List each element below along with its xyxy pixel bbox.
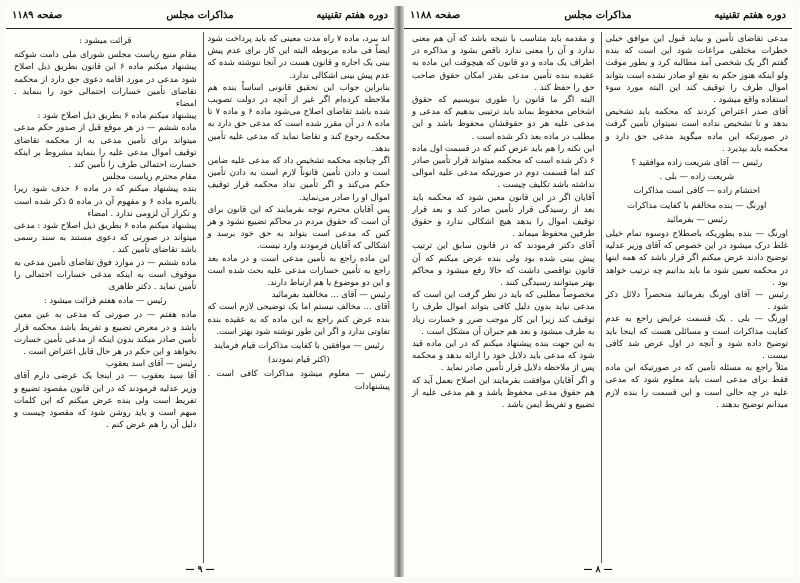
rp-col_right-paragraph: رئیس — آقای شریعت زاده موافقید ؟ <box>631 157 763 168</box>
left-header-title: مذاکرات مجلس <box>166 10 234 21</box>
rp-col_right-paragraph: رئیس — بفرمائید <box>666 213 728 224</box>
scanned-book-spread <box>6 6 794 577</box>
rp-col_left-paragraph: آقای دکتر فرمودند که در قانون سابق این ترتیب پیش بینی شده بود ولی بنده عرض میکنم که آن قانون نواقصی داشت که حالا رفع میشود و محاکم بهتر میتوانند رسیدگی کنند . <box>412 240 595 288</box>
lp-col_left-paragraph: ماده ششم — در موارد فوق تقاضای تأمین مدعی به موقوف است به اینکه مدعی خسارات احتمالی را تأمین نماید . دکتر طاهری <box>14 256 197 292</box>
lp-col_left-paragraph: آقا سید یعقوب — در اینجا یک عرضی دارم آقای وزیر عدلیه فرمودند که در این قانون مقصود تضییع و تفریط است ولی بنده عرض میکنم که این کلمات مبهم است و باید روشن شود که مقصود چیست و دلیل آن را هم عرض کنم . <box>14 370 197 430</box>
lp-col_right-paragraph: رئیس — موافقین با کفایت مذاکرات قیام فرمایند <box>213 340 384 351</box>
lp-col_left-paragraph: پیشنهاد میکنم ماده ۶ بطریق ذیل اصلاح شود : مدعی میتواند در صورتی که دعوی مستند به سند رسمی باشد تقاضای تأمین کند . <box>13 220 197 255</box>
left-page-column-left <box>10 32 197 563</box>
rp-col_right-paragraph: احتشام زاده — کافی است مذاکرات <box>633 185 761 196</box>
rp-col_left-paragraph: و اگر آقایان موافقت بفرمایند این اصلاح بعمل آید که هم حقوق مدعی محفوظ باشد و هم مدعی علیه از تضییع و تفریط ایمن باشد . <box>412 374 595 410</box>
lp-col_right-paragraph: اگر چنانچه محکمه تشخیص داد که مدعی علیه ضامن است و دادن تأمین قانوناً لازم است به دادن تأمین حکم می‌کند و اگر تأمین نداد محکمه قرار توقیف اموال او را صادر می‌نماید. <box>207 155 390 202</box>
lp-col_right-paragraph: اند ببرد، ماده ۷ راه مدت معینی که باید پرداخت شود ایضاً فی ماده مربوطه البته این کار برای عدم پیش بینی یک اجاره و قانون هست در آنجا ننوشته شده که عدم پیش بینی اشکالی ندارد. <box>207 33 390 80</box>
rp-col_left-paragraph: به این جهت بنده پیشنهاد میکنم که در این ماده قید شود که مدعی باید دلایل خود را ارائه بدهد و محکمه پس از ملاحظه دلایل قرار تأمین صادر نماید . <box>412 338 595 373</box>
right-page <box>404 6 792 577</box>
lp-col_right-paragraph: بنابراین جواب این تحقیق قانونی اساساً بنده هم ملاحظه کرده‌ام اگر غیر از آنچه در دولت تصویب شده باشد تقاضای اصلاح می‌شود ماده ۶ و ماده ۷ تا ماده ۸ در آن مقرر شده است که مدعی حق دارد به محکمه رجوع کند و تقاضا نماید که مدعی علیه تأمین بدهد. <box>207 81 390 153</box>
right-page-number-value: ۸ <box>595 565 601 575</box>
lp-col_right-paragraph: این ماده راجع به تأمین مدعی است و در ماده بعد راجع به تأمین خسارات مدعی علیه بحث شده است و این دو موضوع با هم ارتباط دارند. <box>207 252 390 288</box>
right-page-number: — ۸ — <box>583 565 613 575</box>
left-page-number-value: ۹ <box>197 565 203 575</box>
rp-col_left-paragraph: البته اگر ما قانون را طوری بنویسیم که حقوق اشخاص محفوظ بماند باید ترتیبی بدهیم که مدعی و مدعی علیه هر دو حقوقشان محفوظ باشد و این مطلب در ماده بعد ذکر شده است . <box>412 94 595 141</box>
rp-col_right-paragraph: اورنگ — بنده مخالفم با کفایت مذاکرات <box>627 199 767 210</box>
book-gutter <box>394 6 404 577</box>
rp-col_right-paragraph: اورنگ — بلی . یک قسمت عرایض راجع به عدم کفایت مذاکرات است و مسائلی هست که اینجا باید توضیح داده شود و آنچه در اول عرض شد کافی نیست . <box>605 313 788 361</box>
lp-col_right-paragraph: (اکثر قیام نمودند) <box>267 354 330 365</box>
left-page-header <box>6 6 394 29</box>
rp-col_right-paragraph: مدعی تقاضای تأمین و بیاید قبول این موافق خیلی خطرات مختلفی مراعات شود این است که بنده گفتم اگر یک شخصی آمد مطالبه کرد و بطور موقت ولو اینکه هنوز حکم به نفع او صادر نشده است بتواند اموال طرف را توقیف کند این البته مورد سوء استفاده واقع میشود . <box>605 33 788 105</box>
lp-col_left-paragraph: مقام منیع ریاست مجلس شورای ملی دامت شوکته پیشنهاد میکنم ماده ۶ این قانون بطریق ذیل اصلاح شود مدعی در مورد اقامه دعوی حق دارد از محکمه تقاضای تأمین خسارات احتمالی خود را بنماید . امضاء <box>14 49 197 109</box>
left-header-page-label: صفحه ۱۱۸۹ <box>12 10 63 21</box>
lp-col_right-paragraph: رئیس — آقای ... مخالفید بفرمائید <box>271 289 390 300</box>
lp-col_left-paragraph: ماده هفتم — در صورتی که مدعی به عین معین باشد و در معرض تضییع و تفریط باشد محکمه قرار تأمین صادر میکند بدون اینکه از مدعی تأمین خسارت بخواهد و این حکم در هر حال قابل اعتراض است . <box>14 309 197 357</box>
left-page-number: — ۹ — <box>185 565 215 575</box>
rp-col_right-paragraph: اورنگ — بنده بطوریکه باصطلاح دوسوه تمام خیلی غلط درک میشود در این خصوص که آقای وزیر عدلیه توضیح دادند عرض میکنم اگر قرار باشد که همه اینها در محکمه تعیین شود ما باید بدانیم چه ترتیب خواهد بود . <box>605 228 788 287</box>
left-header-session: دوره هفتم تقنینیه <box>316 10 388 21</box>
left-page-columns <box>10 32 390 563</box>
rp-col_right-paragraph: آقای صدر اعتراض کردند که محکمه باید تشخیص بدهد و تا تشخیص نداده است نمیتوان تأمین گرفت در صورتیکه این ماده میگوید مدعی حق دارد و محکمه باید بپذیرد . <box>605 106 788 153</box>
lp-col_right-paragraph: رئیس — معلوم میشود مذاکرات کافی است . پیشنهادات <box>207 368 390 391</box>
left-page <box>6 6 394 577</box>
rp-col_right-paragraph: رئیس — آقای اورنگ بفرمائید منحصراً دلائل ذکر شود . <box>605 289 788 312</box>
lp-col_left-paragraph: قرائت میشود : <box>79 35 132 45</box>
rp-col_left-paragraph: و مقدمه باید متناسب با نتیجه باشد که آن هم معنی ندارد و آن را معنی ندارد ناقص بشود و مذاکره در اطراف یک ماده و دو قانون که هیچوقت این ماده به عقیده بنده تأمین مدعی بقدر امکان حقوق صاحب حق را حفظ کند . <box>412 33 595 92</box>
right-page-column-left <box>408 32 595 563</box>
lp-col_left-paragraph: ماده ششم — در هر موقع قبل از صدور حکم مدعی میتواند برای تأمین مدعی به از محکمه تقاضای توقیف اموال مدعی علیه را بنماید مشروط بر اینکه خسارت احتمالی طرف را تأمین کند . <box>14 122 197 170</box>
rp-col_left-paragraph: مخصوصاً مطلبی که باید در نظر گرفت این است که مدعی نباید بدون دلیل کافی بتواند اموال طرف را توقیف کند زیرا این کار موجب ضرر و خسارت زیاد به طرف میشود و بعد هم جبران آن مشکل است . <box>412 289 595 336</box>
left-page-column-right <box>203 32 391 563</box>
lp-col_left-paragraph: رئیس — ماده هفتم قرائت میشود : <box>43 295 167 306</box>
right-header-page-label: صفحه ۱۱۸۸ <box>410 10 461 21</box>
lp-col_right-paragraph: پس آقایان محترم توجه بفرمایند که این قانون برای آن است که حقوق مردم در محاکم تضییع نشود و هر کس که مدعی است بتواند به حق خود برسد و اشکالی که آقایان فرمودند وارد نیست. <box>207 203 390 251</box>
right-page-columns <box>408 32 788 563</box>
lp-col_right-paragraph: آقای ... مخالف نیستم اما یک توضیحی لازم است که بنده عرض کنم راجع به این ماده که به عقیده بنده تفاوتی ندارد و اگر این طور نوشته شود بهتر است. <box>207 301 390 336</box>
right-page-header <box>404 6 792 29</box>
rp-col_left-paragraph: آقایان اگر در این قانون معین شود که محکمه باید بعد از رسیدگی قرار تأمین صادر کند و بعد قرار توقیف اموال را بدهد هیچ اشکالی ندارد و حقوق طرفین محفوظ میماند . <box>412 191 595 239</box>
lp-col_left-paragraph: بنده پیشنهاد میکنم که در ماده ۶ حذف شود زیرا بالمره ماده ۶ و مفهوم آن در ماده ۵ ذکر شده است و تکرار آن لزومی ندارد . امضاء <box>14 183 197 218</box>
right-page-column-right <box>601 32 789 563</box>
rp-col_left-paragraph: این نکته را هم باید عرض کنم که در قسمت اول ماده ۶ ذکر شده است که محکمه میتواند قرار تأمین صادر کند اما قسمت دوم در صورتیکه مدعی علیه اموالی نداشته باشد تکلیف چیست . <box>412 142 595 190</box>
right-header-session: دوره هفتم تقنینیه <box>714 10 786 21</box>
right-header-title: مذاکرات مجلس <box>564 10 632 21</box>
lp-col_left-paragraph: مقام محترم ریاست مجلس <box>102 171 197 182</box>
rp-col_right-paragraph: شریعت زاده — بلی . <box>659 171 734 182</box>
rp-col_right-paragraph: مثلاً راجع به مسئله تأمین که در صورتیکه این ماده فقط برای مدعی است باید معلوم شود که مدعی علیه در چه حالی است و این قسمت را بنده لازم میدانم توضیح بدهند . <box>605 362 788 409</box>
lp-col_left-paragraph: رئیس — آقای اسد یعقوب <box>105 358 197 369</box>
lp-col_left-paragraph: پیشنهاد میکنم ماده ۶ بطریق ذیل اصلاح شود : <box>37 110 197 121</box>
